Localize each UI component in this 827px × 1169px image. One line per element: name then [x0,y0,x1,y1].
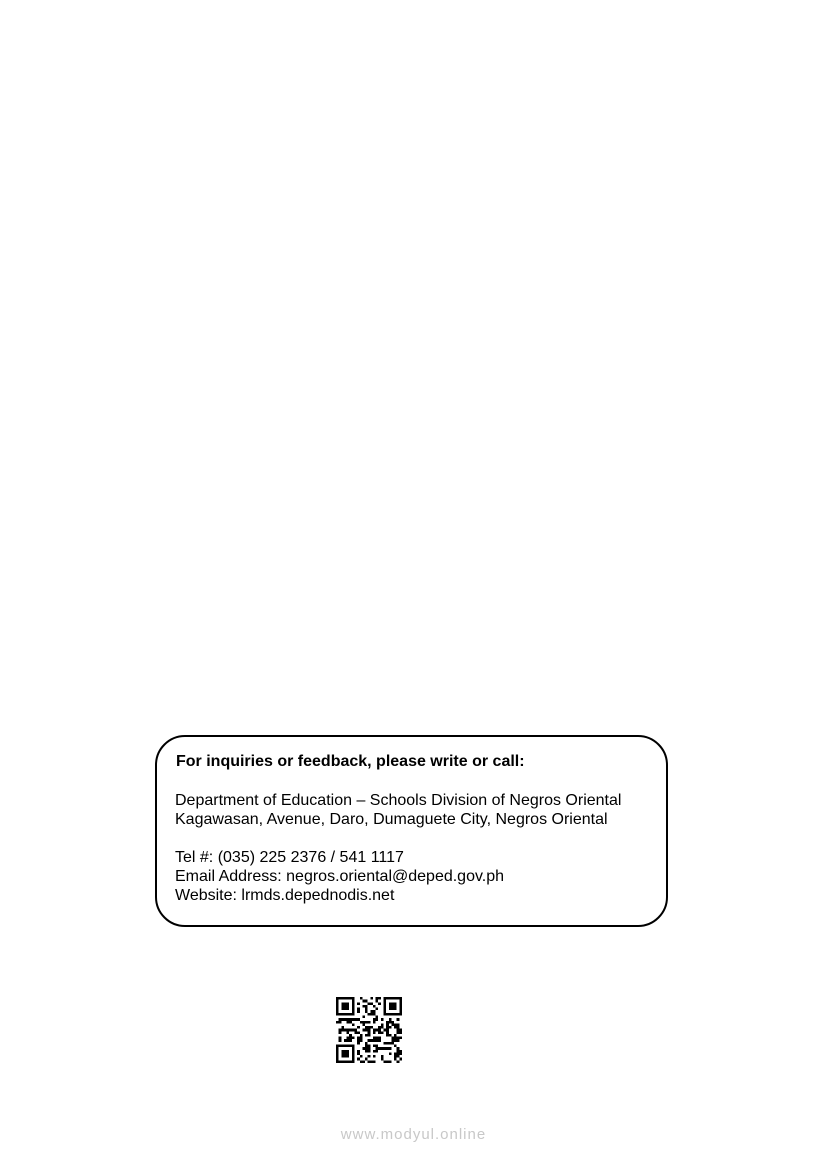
website: Website: lrmds.depednodis.net [175,887,395,904]
org-address: Kagawasan, Avenue, Daro, Dumaguete City, Negros Oriental [175,811,608,828]
telephone: Tel #: (035) 225 2376 / 541 1117 [175,849,404,866]
qr-code-icon [336,997,402,1063]
email-address: Email Address: negros.oriental@deped.gov.ph [175,868,505,885]
org-name: Department of Education – Schools Division of Negros Oriental [175,792,622,809]
watermark: www.modyul.online [340,1126,487,1143]
contact-heading: For inquiries or feedback, please write or call: [176,753,525,770]
contact-box [155,735,668,927]
